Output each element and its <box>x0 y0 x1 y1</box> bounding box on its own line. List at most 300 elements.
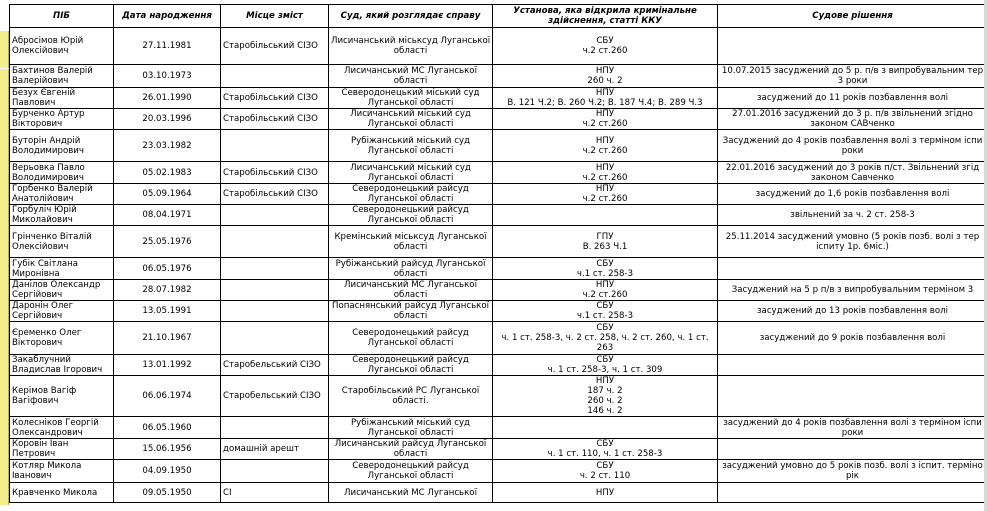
cell-name[interactable] <box>10 130 114 162</box>
cell-birth-line: 26.01.1990 <box>142 93 192 103</box>
cell-place[interactable] <box>221 376 329 417</box>
cell-agency[interactable] <box>493 28 718 65</box>
cell-agency-line: ч. 1 ст. 258-3, ч. 2 ст. 258, ч. 2 ст. 260, ч. 1 ст. <box>501 333 709 343</box>
cell-name-line: Данілов Олександр <box>12 280 101 290</box>
cell-agency[interactable] <box>493 88 718 109</box>
cell-court-line: Попаснянський райсуд Луганської <box>332 301 489 311</box>
cell-court-line: Лисичанський МС Луганської <box>344 66 477 76</box>
table-row[interactable] <box>10 258 987 280</box>
table-row[interactable] <box>10 205 987 226</box>
cell-agency-line: НПУ <box>595 487 615 498</box>
cell-court[interactable] <box>329 460 493 483</box>
cell-birth-line: 05.09.1964 <box>142 189 192 199</box>
cell-birth-line: 08.04.1971 <box>142 210 192 220</box>
cell-name[interactable] <box>10 88 114 109</box>
cell-name-line: Закаблучний <box>12 355 71 365</box>
cell-place[interactable] <box>221 130 329 162</box>
cell-court-line: області <box>393 76 428 86</box>
cell-court-line: Луганської області <box>367 98 454 108</box>
cell-agency-line: СБУ <box>596 439 614 449</box>
cell-birth[interactable] <box>114 376 221 417</box>
cell-name-line: Володимирович <box>12 172 84 183</box>
table-row[interactable] <box>10 109 987 130</box>
cell-court-line: Лисичанський МС Луганської <box>344 280 477 290</box>
cell-decision-line: 25.11.2014 засуджений умовно (5 років позб. волі з тер <box>725 231 980 242</box>
cell-birth[interactable] <box>114 88 221 109</box>
cell-court[interactable] <box>329 355 493 376</box>
cell-agency[interactable] <box>493 439 718 460</box>
cell-agency-line: В. 263 Ч.1 <box>582 241 628 252</box>
cell-decision[interactable] <box>718 417 987 439</box>
cell-court[interactable] <box>329 417 493 439</box>
cell-name-line: Анатолійович <box>12 194 74 204</box>
cell-agency-line: 187 ч. 2 <box>587 386 623 396</box>
cell-court-line: Луганської області <box>367 145 454 156</box>
cell-agency-line: 260 ч. 2 <box>587 396 623 406</box>
cell-court-line: Лисичанський міський суд <box>350 109 471 119</box>
table-row[interactable] <box>10 355 987 376</box>
cell-agency-line: НПУ <box>595 109 615 119</box>
cell-court-line: Лисичанський МС Луганської <box>344 487 477 498</box>
cell-decision-line: рік <box>845 471 860 481</box>
cell-place[interactable] <box>221 65 329 88</box>
cell-agency[interactable] <box>493 130 718 162</box>
cell-court-line: Северодонецький райсуд <box>352 355 469 365</box>
cell-name[interactable] <box>10 28 114 65</box>
cell-birth[interactable] <box>114 65 221 88</box>
cell-agency-line: ч. 2 ст. 110 <box>579 471 631 481</box>
cell-decision-line: 3 роки <box>837 76 868 86</box>
cell-name-line: Бурченко Артур <box>12 109 85 119</box>
cell-birth-line: 06.06.1974 <box>142 391 192 401</box>
cell-court[interactable] <box>329 65 493 88</box>
table-row[interactable] <box>10 162 987 184</box>
table-row[interactable] <box>10 460 987 483</box>
table-row[interactable] <box>10 28 987 65</box>
cell-court-line: Луганської області <box>367 365 454 375</box>
cell-decision-line: роки <box>841 427 864 438</box>
cell-court-line: Рубіжанський райсуд Луганської <box>335 258 486 269</box>
cell-decision[interactable] <box>718 376 987 417</box>
cell-name-line: Олексійович <box>12 241 69 252</box>
cell-decision-line: засуджений до 4 років позбавлення волі з терміном іспи <box>723 417 982 428</box>
cell-name[interactable] <box>10 417 114 439</box>
cell-agency[interactable] <box>493 460 718 483</box>
cell-court[interactable] <box>329 258 493 280</box>
cell-name-line: Олександрович <box>12 427 83 438</box>
cell-name-line: Абросімов Юрій <box>12 36 84 46</box>
cell-agency-line: ч. 1 ст. 258-3, ч. 1 ст. 309 <box>547 365 663 375</box>
cell-court-line: Северодонецький міський суд <box>341 88 480 98</box>
cell-name-line: Петрович <box>12 449 56 459</box>
row-marker-gutter <box>0 0 9 511</box>
cell-agency-line: 146 ч. 2 <box>587 406 623 416</box>
cell-birth[interactable] <box>114 28 221 65</box>
cell-agency[interactable] <box>493 483 718 503</box>
cell-court-line: Северодонецький райсуд <box>352 328 469 338</box>
cell-court-line: Луганської області <box>367 215 454 225</box>
table-row[interactable] <box>10 280 987 301</box>
cell-agency-line: СБУ <box>596 323 614 333</box>
cell-court-line: Луганської області <box>367 194 454 204</box>
cell-name-line: Безух Євгеній <box>12 88 76 98</box>
table-row[interactable] <box>10 439 987 460</box>
cell-court[interactable] <box>329 439 493 460</box>
cell-place[interactable] <box>221 301 329 322</box>
cell-name[interactable] <box>10 376 114 417</box>
cell-court-line: Луганської області <box>367 172 454 183</box>
cell-name-line: Владислав Ігорович <box>12 365 103 375</box>
cell-birth-line: 05.02.1983 <box>142 167 192 178</box>
cell-court-line: області <box>393 449 428 459</box>
cell-decision[interactable] <box>718 355 987 376</box>
cell-place-line: Старобільський СІЗО <box>223 114 318 124</box>
table-row[interactable] <box>10 376 987 417</box>
cell-birth-line: 13.01.1992 <box>142 360 192 370</box>
cell-court[interactable] <box>329 226 493 258</box>
cell-birth[interactable] <box>114 280 221 301</box>
data-table <box>9 4 987 503</box>
cell-agency[interactable] <box>493 258 718 280</box>
cell-court-line: Лисичанський райсуд Луганської <box>334 439 487 449</box>
cell-name-line: Даронін Олег <box>12 301 74 311</box>
cell-agency[interactable] <box>493 162 718 184</box>
cell-agency[interactable] <box>493 322 718 355</box>
cell-decision[interactable] <box>718 439 987 460</box>
cell-decision-line: засуджений умовно до 5 років позб. волі з іспит. терміно <box>722 461 983 471</box>
cell-place[interactable] <box>221 280 329 301</box>
cell-name-line: Вікторович <box>12 338 63 348</box>
cell-decision[interactable] <box>718 460 987 483</box>
cell-name-line: Кравченко Микола <box>12 487 98 498</box>
cell-court[interactable] <box>329 280 493 301</box>
cell-name-line: Верьовка Павло <box>12 162 85 173</box>
cell-place[interactable] <box>221 483 329 503</box>
cell-decision[interactable] <box>718 258 987 280</box>
cell-decision[interactable] <box>718 226 987 258</box>
cell-agency-line: СБУ <box>596 355 614 365</box>
cell-name[interactable] <box>10 483 114 503</box>
cell-name-line: Вагіфович <box>12 396 59 406</box>
cell-decision[interactable] <box>718 205 987 226</box>
cell-court[interactable] <box>329 28 493 65</box>
cell-name[interactable] <box>10 322 114 355</box>
cell-birth[interactable] <box>114 301 221 322</box>
cell-agency[interactable] <box>493 301 718 322</box>
cell-decision-line: засуджений до 11 років позбавлення волі <box>756 93 949 103</box>
cell-birth[interactable] <box>114 439 221 460</box>
cell-agency[interactable] <box>493 355 718 376</box>
cell-name-line: Володимирович <box>12 145 84 156</box>
cell-name[interactable] <box>10 355 114 376</box>
cell-name-line: Губік Світлана <box>12 258 79 269</box>
cell-name-line: Миронівна <box>12 268 60 279</box>
cell-birth[interactable] <box>114 205 221 226</box>
cell-agency-line: НПУ <box>595 88 615 98</box>
row-marker <box>0 31 9 68</box>
cell-place[interactable] <box>221 355 329 376</box>
cell-name-line: Валерійович <box>12 76 69 86</box>
cell-name-line: Буторін Андрій <box>12 135 81 146</box>
cell-name[interactable] <box>10 258 114 280</box>
cell-birth[interactable] <box>114 460 221 483</box>
cell-birth[interactable] <box>114 483 221 503</box>
cell-agency-line: СБУ <box>596 258 614 269</box>
cell-birth-line: 15.06.1956 <box>142 444 192 454</box>
cell-court-line: Кремінський міськсуд Луганської <box>334 231 487 242</box>
cell-agency-line: НПУ <box>595 135 615 146</box>
cell-decision-line: засуджений до 1,6 років позбавлення волі <box>755 189 950 199</box>
cell-name-line: Грінченко Віталій <box>12 231 92 242</box>
cell-court-line: Лисичанський міськсуд Луганської <box>331 36 490 46</box>
cell-agency-line: НПУ <box>595 66 615 76</box>
cell-place-line: Старобільський СІЗО <box>223 189 318 199</box>
cell-name-line: Колесніков Георгій <box>12 417 99 428</box>
cell-decision-line: 10.07.2015 засуджений до 5 р. п/в з випробувальним тер <box>721 66 984 76</box>
cell-birth-line: 04.09.1950 <box>142 466 192 476</box>
cell-agency-line: ч.2 ст.260 <box>582 46 628 56</box>
cell-decision[interactable] <box>718 483 987 503</box>
cell-decision[interactable] <box>718 65 987 88</box>
cell-birth-line: 03.10.1973 <box>142 71 192 81</box>
cell-place[interactable] <box>221 205 329 226</box>
cell-court[interactable] <box>329 88 493 109</box>
cell-agency-line: ч.2 ст.260 <box>582 290 628 300</box>
cell-decision[interactable] <box>718 280 987 301</box>
cell-birth-line: 27.11.1981 <box>142 41 192 51</box>
cell-agency-line: ч.2 ст.260 <box>582 194 628 204</box>
cell-name-line: Сергійович <box>12 290 63 300</box>
cell-court-line: Лисичанський міський суд <box>350 162 471 173</box>
cell-name[interactable] <box>10 439 114 460</box>
cell-agency-line: ч.1 ст. 258-3 <box>576 311 634 321</box>
cell-court[interactable] <box>329 130 493 162</box>
cell-name[interactable] <box>10 280 114 301</box>
table-row[interactable] <box>10 88 987 109</box>
cell-place[interactable] <box>221 258 329 280</box>
cell-decision-line: Засуджений на 5 р п/в з випробувальним терміном 3 <box>731 285 974 295</box>
cell-agency[interactable] <box>493 226 718 258</box>
cell-decision-line: засуджений до 9 років позбавлення волі <box>759 333 946 343</box>
cell-court[interactable] <box>329 322 493 355</box>
cell-name[interactable] <box>10 460 114 483</box>
cell-birth-line: 25.05.1976 <box>142 236 192 247</box>
header-court: Суд, який розглядає справу <box>329 5 493 28</box>
table-row[interactable] <box>10 65 987 88</box>
cell-agency-line: ч.2 ст.260 <box>582 119 628 129</box>
table-row[interactable] <box>10 184 987 205</box>
cell-court[interactable] <box>329 109 493 130</box>
cell-decision[interactable] <box>718 322 987 355</box>
cell-name[interactable] <box>10 184 114 205</box>
table-row[interactable] <box>10 322 987 355</box>
cell-birth-line: 23.03.1982 <box>142 140 192 151</box>
cell-name[interactable] <box>10 162 114 184</box>
cell-decision-line: 27.01.2016 засуджений до 3 р. п/в звільнений згідно <box>732 109 973 119</box>
cell-decision[interactable] <box>718 162 987 184</box>
cell-birth-line: 13.05.1991 <box>142 306 192 316</box>
cell-birth[interactable] <box>114 109 221 130</box>
cell-birth[interactable] <box>114 162 221 184</box>
cell-court-line: Северодонецький райсуд <box>352 461 469 471</box>
cell-agency[interactable] <box>493 65 718 88</box>
row-marker <box>0 69 9 505</box>
cell-decision[interactable] <box>718 130 987 162</box>
cell-decision-line: Засуджений до 4 років позбавлення волі з терміном іспи <box>722 135 983 146</box>
cell-place[interactable] <box>221 109 329 130</box>
cell-name[interactable] <box>10 65 114 88</box>
cell-decision-line: законом Савченко <box>810 172 895 183</box>
cell-name-line: Єременко Олег <box>12 328 82 338</box>
cell-name-line: Олексійович <box>12 46 69 56</box>
header-agency: Установа, яка відкрила кримінальне здійснення, статті ККУ <box>493 5 718 28</box>
header-name: ПІБ <box>10 5 114 28</box>
cell-agency-line: ч.2 ст.260 <box>582 172 628 183</box>
cell-birth[interactable] <box>114 184 221 205</box>
cell-agency-line: НПУ <box>595 280 615 290</box>
cell-birth[interactable] <box>114 417 221 439</box>
cell-birth[interactable] <box>114 355 221 376</box>
cell-name[interactable] <box>10 109 114 130</box>
cell-court[interactable] <box>329 483 493 503</box>
cell-agency[interactable] <box>493 280 718 301</box>
cell-court-line: Северодонецький райсуд <box>352 205 469 215</box>
cell-court[interactable] <box>329 301 493 322</box>
cell-court-line: Старобільський РС Луганської <box>341 386 480 396</box>
cell-agency-line: НПУ <box>595 184 615 194</box>
cell-court-line: Луганської області <box>367 119 454 129</box>
cell-birth[interactable] <box>114 258 221 280</box>
cell-court-line: Рубіжанський міський суд <box>351 417 470 428</box>
cell-court-line: Луганської області <box>367 338 454 348</box>
cell-decision-line: іспиту 1р. 6міс.) <box>816 241 889 252</box>
cell-birth-line: 09.05.1950 <box>142 487 192 498</box>
cell-place[interactable] <box>221 226 329 258</box>
cell-name[interactable] <box>10 226 114 258</box>
cell-name-line: Павлович <box>12 98 56 108</box>
cell-decision[interactable] <box>718 88 987 109</box>
cell-name-line: Горбуліч Юрій <box>12 205 77 215</box>
cell-agency-line: ч.1 ст. 258-3 <box>576 268 634 279</box>
cell-name-line: Вікторович <box>12 119 63 129</box>
cell-agency-line: СБУ <box>596 461 614 471</box>
cell-court-line: області <box>393 290 428 300</box>
cell-place[interactable] <box>221 322 329 355</box>
cell-place[interactable] <box>221 88 329 109</box>
cell-agency[interactable] <box>493 205 718 226</box>
cell-place-line: Старобельський СІЗО <box>223 360 321 370</box>
cell-place[interactable] <box>221 28 329 65</box>
cell-place-line: СІ <box>223 487 232 498</box>
cell-agency[interactable] <box>493 376 718 417</box>
cell-agency-line: ч.2 ст.260 <box>582 145 628 156</box>
cell-decision-line: законом САВченко <box>810 119 895 129</box>
cell-agency-line: ГПУ <box>596 231 614 242</box>
cell-decision[interactable] <box>718 28 987 65</box>
header-decision: Судове рішення <box>718 5 987 28</box>
header-place: Місце зміст <box>221 5 329 28</box>
cell-decision-line: 22.01.2016 засуджений до 3 років п/ст. Звільнений згід <box>725 162 980 173</box>
cell-court-line: області <box>393 311 428 321</box>
table-row[interactable] <box>10 301 987 322</box>
cell-decision[interactable] <box>718 109 987 130</box>
cell-birth-line: 21.10.1967 <box>142 333 192 343</box>
table-row[interactable] <box>10 417 987 439</box>
cell-name-line: Миколайович <box>12 215 73 225</box>
cell-decision-line: засуджений до 13 років позбавлення волі <box>756 306 949 316</box>
cell-name-line: Сергійович <box>12 311 63 321</box>
cell-place-line: Старобельський СІЗО <box>223 391 321 401</box>
cell-agency-line: ч. 1 ст. 110, ч. 1 ст. 258-3 <box>547 449 663 459</box>
cell-agency[interactable] <box>493 184 718 205</box>
cell-agency-line: СБУ <box>596 36 614 46</box>
table-row[interactable] <box>10 130 987 162</box>
data-table-container <box>9 4 987 503</box>
cell-birth[interactable] <box>114 130 221 162</box>
cell-agency[interactable] <box>493 109 718 130</box>
cell-place-line: Старобільський СІЗО <box>223 93 318 103</box>
cell-court-line: області <box>393 46 428 56</box>
cell-birth[interactable] <box>114 226 221 258</box>
table-row[interactable] <box>10 226 987 258</box>
cell-birth-line: 06.05.1960 <box>142 422 192 433</box>
cell-name-line: Коровін Іван <box>12 439 69 449</box>
cell-birth-line: 20.03.1996 <box>142 114 192 124</box>
cell-agency-line: 260 ч. 2 <box>587 76 623 86</box>
cell-name[interactable] <box>10 205 114 226</box>
cell-place[interactable] <box>221 417 329 439</box>
cell-court-line: Рубіжанський міський суд <box>351 135 470 146</box>
cell-name-line: Іванович <box>12 471 52 481</box>
cell-place[interactable] <box>221 184 329 205</box>
header-row <box>10 5 987 28</box>
cell-name-line: Горбенко Валерій <box>12 184 93 194</box>
table-row[interactable] <box>10 483 987 503</box>
cell-place[interactable] <box>221 460 329 483</box>
cell-court-line: Луганської області <box>367 471 454 481</box>
cell-agency[interactable] <box>493 417 718 439</box>
cell-place-line: Старобільський СІЗО <box>223 167 318 178</box>
cell-court-line: області <box>393 268 428 279</box>
cell-agency-line: 263 <box>596 343 614 353</box>
cell-agency-line: В. 121 Ч.2; В. 260 Ч.2; В. 187 Ч.4; В. 289 Ч.3 <box>507 98 703 108</box>
cell-place-line: Старобільський СІЗО <box>223 41 318 51</box>
cell-court[interactable] <box>329 376 493 417</box>
cell-agency-line: НПУ <box>595 376 615 386</box>
cell-court-line: області. <box>392 396 429 406</box>
cell-decision[interactable] <box>718 184 987 205</box>
cell-court[interactable] <box>329 205 493 226</box>
cell-place[interactable] <box>221 439 329 460</box>
cell-birth[interactable] <box>114 322 221 355</box>
cell-birth-line: 06.05.1976 <box>142 263 192 274</box>
header-birth: Дата народження <box>114 5 221 28</box>
cell-name-line: Керімов Вагіф <box>12 386 77 396</box>
cell-name-line: Котляр Микола <box>12 461 82 471</box>
cell-court-line: Луганської області <box>367 427 454 438</box>
cell-name-line: Бахтинов Валерій <box>12 66 93 76</box>
cell-name[interactable] <box>10 301 114 322</box>
cell-court[interactable] <box>329 184 493 205</box>
cell-place[interactable] <box>221 162 329 184</box>
cell-agency-line: НПУ <box>595 162 615 173</box>
cell-court-line: Северодонецький райсуд <box>352 184 469 194</box>
cell-decision-line: звільнений за ч. 2 ст. 258-3 <box>790 210 915 220</box>
cell-decision-line: роки <box>841 145 864 156</box>
cell-decision[interactable] <box>718 301 987 322</box>
cell-place-line: домашній арешт <box>223 444 300 454</box>
cell-court[interactable] <box>329 162 493 184</box>
